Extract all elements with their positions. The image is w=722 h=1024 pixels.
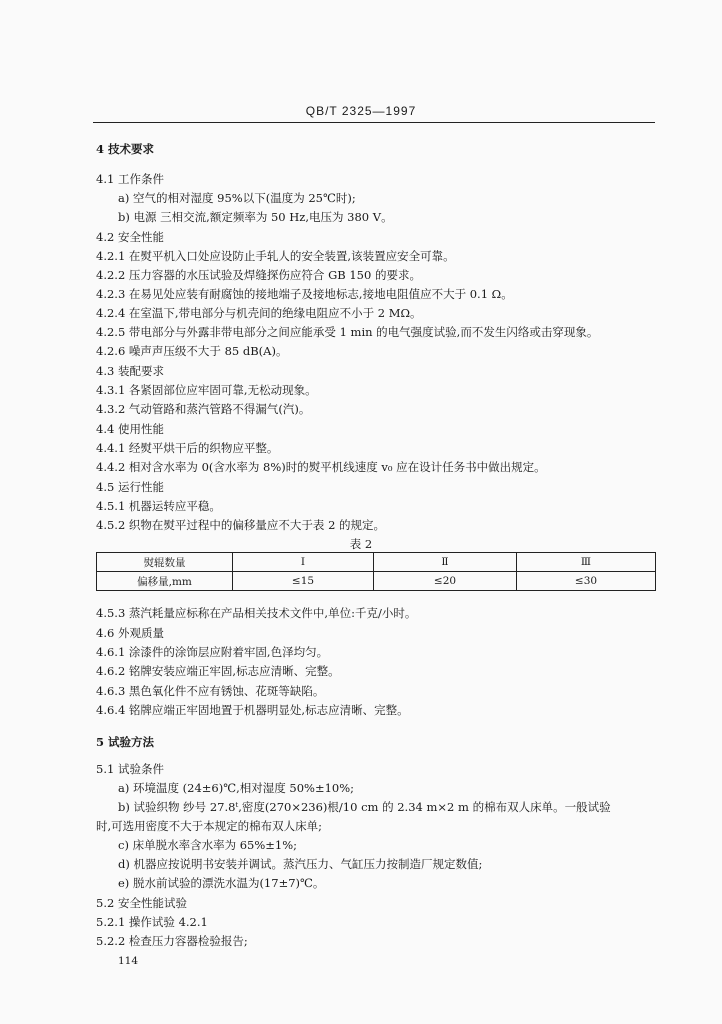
text-line: e) 脱水前试验的漂洗水温为(17±7)℃。 bbox=[118, 876, 325, 890]
table-cell: Ⅲ bbox=[517, 553, 656, 572]
text-line: d) 机器应按说明书安装并调试。蒸汽压力、气缸压力按制造厂规定数值; bbox=[118, 857, 483, 871]
table-row bbox=[97, 553, 656, 572]
text-line: 4.5 运行性能 bbox=[96, 480, 164, 494]
text-line: c) 床单脱水率含水率为 65%±1%; bbox=[118, 838, 298, 852]
table-cell: ≤15 bbox=[233, 572, 374, 591]
page-header: QB/T 2325—1997 bbox=[305, 104, 417, 118]
text-line: 4.4.1 经熨平烘干后的织物应平整。 bbox=[96, 441, 279, 455]
section-heading: 4 技术要求 bbox=[96, 142, 155, 156]
table-cell: ≤20 bbox=[374, 572, 517, 591]
text-line: 4.5.1 机器运转应平稳。 bbox=[96, 499, 221, 513]
text-line: 5.2.2 检查压力容器检验报告; bbox=[96, 934, 248, 948]
table-cell: 熨辊数量 bbox=[97, 553, 233, 572]
table-caption: 表 2 bbox=[349, 537, 373, 551]
text-line: 5.1 试验条件 bbox=[96, 762, 164, 776]
text-line: a) 空气的相对湿度 95%以下(温度为 25℃时); bbox=[118, 191, 356, 205]
text-line: 4.3.1 各紧固部位应牢固可靠,无松动现象。 bbox=[96, 383, 317, 397]
table-cell: ≤30 bbox=[517, 572, 656, 591]
text-line: b) 试验织物 纱号 27.8ᵗ,密度(270×236)根/10 cm 的 2.34 m×2 m 的棉布双人床单。一般试验 bbox=[118, 800, 611, 814]
text-line: 4.2.4 在室温下,带电部分与机壳间的绝缘电阻应不小于 2 MΩ。 bbox=[96, 306, 422, 320]
text-line: 4.1 工作条件 bbox=[96, 172, 164, 186]
text-line: 4.6.4 铭牌应端正牢固地置于机器明显处,标志应清晰、完整。 bbox=[96, 703, 409, 717]
table-2 bbox=[96, 552, 656, 591]
text-line: 4.6.1 涂漆件的涂饰层应附着牢固,色泽均匀。 bbox=[96, 645, 329, 659]
page-number: 114 bbox=[118, 955, 139, 967]
text-line: 4.3.2 气动管路和蒸汽管路不得漏气(汽)。 bbox=[96, 402, 311, 416]
text-line: 4.4 使用性能 bbox=[96, 422, 164, 436]
text-line: 5.2.1 操作试验 4.2.1 bbox=[96, 915, 208, 929]
text-line: 4.3 装配要求 bbox=[96, 364, 164, 378]
text-line: 时,可选用密度不大于本规定的棉布双人床单; bbox=[96, 819, 323, 833]
text-line: 4.5.2 织物在熨平过程中的偏移量应不大于表 2 的规定。 bbox=[96, 518, 386, 532]
text-line: 4.5.3 蒸汽耗量应标称在产品相关技术文件中,单位:千克/小时。 bbox=[96, 606, 417, 620]
text-line: 4.6.2 铭牌安装应端正牢固,标志应清晰、完整。 bbox=[96, 664, 340, 678]
text-line: b) 电源 三相交流,额定频率为 50 Hz,电压为 380 V。 bbox=[118, 210, 393, 224]
header-rule bbox=[93, 122, 655, 123]
text-line: 4.2.2 压力容器的水压试验及焊缝探伤应符合 GB 150 的要求。 bbox=[96, 268, 421, 282]
text-line: 4.6.3 黑色氧化件不应有锈蚀、花斑等缺陷。 bbox=[96, 684, 325, 698]
table-cell: Ⅱ bbox=[374, 553, 517, 572]
text-line: 4.2.5 带电部分与外露非带电部分之间应能承受 1 min 的电气强度试验,而不发生闪络或击穿现象。 bbox=[96, 325, 599, 339]
table-cell: 偏移量,mm bbox=[97, 572, 233, 591]
table-cell: Ⅰ bbox=[233, 553, 374, 572]
text-line: 4.4.2 相对含水率为 0(含水率为 8%)时的熨平机线速度 v₀ 应在设计任务书中做出规定。 bbox=[96, 460, 546, 474]
text-line: 4.2 安全性能 bbox=[96, 230, 164, 244]
text-line: 4.2.1 在熨平机入口处应设防止手轧人的安全装置,该装置应安全可靠。 bbox=[96, 249, 455, 263]
text-line: 4.2.3 在易见处应装有耐腐蚀的接地端子及接地标志,接地电阻值应不大于 0.1 Ω。 bbox=[96, 287, 513, 301]
text-line: 5.2 安全性能试验 bbox=[96, 896, 187, 910]
text-line: 4.6 外观质量 bbox=[96, 626, 164, 640]
text-line: 4.2.6 噪声声压级不大于 85 dB(A)。 bbox=[96, 344, 288, 358]
section-heading: 5 试验方法 bbox=[96, 735, 155, 749]
text-line: a) 环境温度 (24±6)℃,相对湿度 50%±10%; bbox=[118, 781, 355, 795]
table-row bbox=[97, 572, 656, 591]
